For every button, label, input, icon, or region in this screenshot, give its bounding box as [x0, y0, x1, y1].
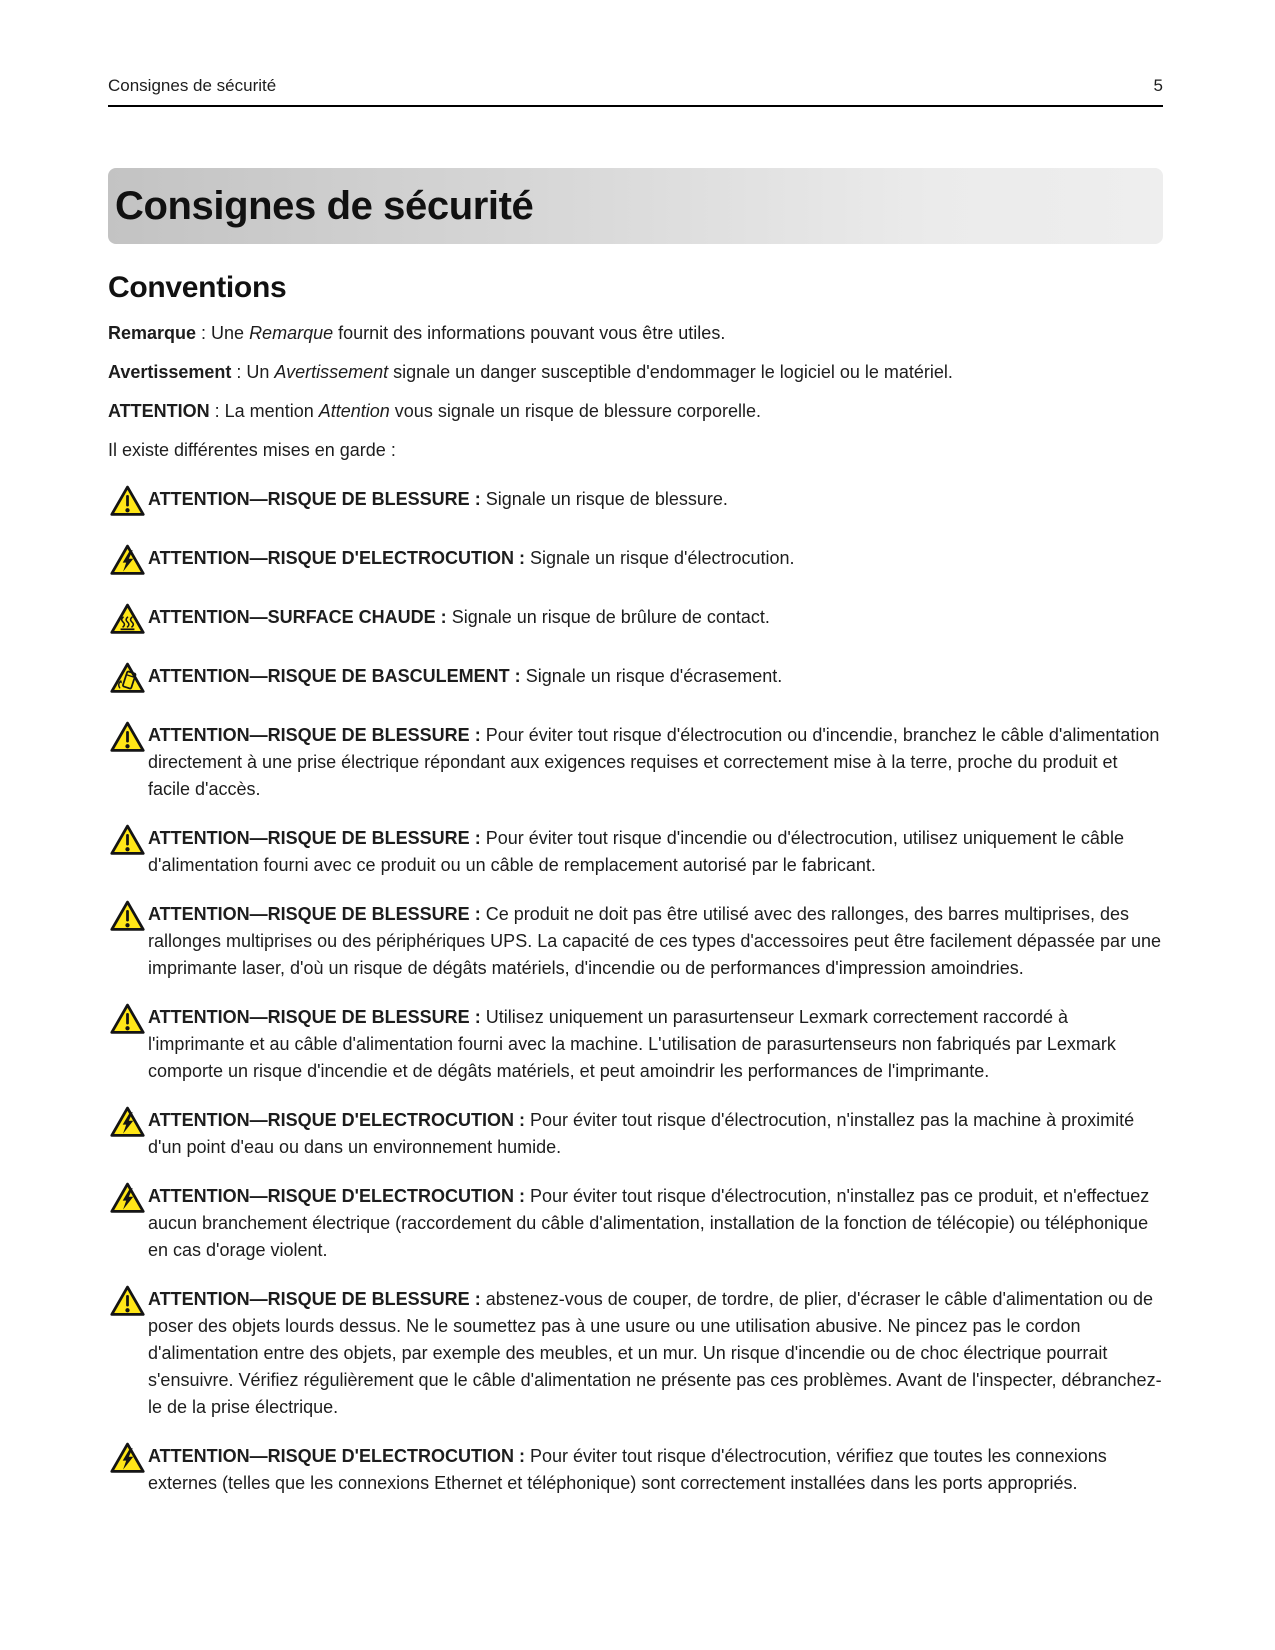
- warning-icon: [109, 1002, 146, 1036]
- convention-paragraph: [108, 359, 1163, 386]
- convention-text-post: fournit des informations pouvant vous être utiles.: [333, 323, 726, 343]
- page-number: 5: [1153, 76, 1163, 95]
- running-header: [108, 76, 1163, 107]
- warning-paragraph: [148, 1183, 1163, 1264]
- warning-label: ATTENTION—RISQUE D'ELECTROCUTION :: [148, 548, 525, 568]
- warning-item: [108, 545, 1163, 582]
- warning-paragraph: [148, 604, 1163, 631]
- warning-text: Signale un risque d'écrasement.: [525, 666, 783, 686]
- warning-label: ATTENTION—RISQUE D'ELECTROCUTION :: [148, 1186, 525, 1206]
- warning-item: [108, 1107, 1163, 1161]
- warning-types-intro: Il existe différentes mises en garde :: [108, 440, 396, 460]
- warning-label: ATTENTION—RISQUE DE BLESSURE :: [148, 725, 481, 745]
- electrical-icon: [109, 1105, 146, 1139]
- electrical-icon: [109, 1441, 146, 1475]
- conventions-list: [108, 320, 1163, 425]
- warning-paragraph: [148, 1004, 1163, 1085]
- warning-label: ATTENTION—RISQUE DE BLESSURE :: [148, 1007, 481, 1027]
- electrical-icon: [109, 1181, 146, 1215]
- warning-label: ATTENTION—SURFACE CHAUDE :: [148, 607, 447, 627]
- warning-text: Pour éviter tout risque d'électrocution, n'installez pas ce produit, et n'effectuez aucun branchement électrique (raccordement du câble d'alimentation, installation de la fonction de télécopie) ou téléphonique en cas d'orage violent.: [148, 1186, 1150, 1260]
- warning-text: Pour éviter tout risque d'électrocution, n'installez pas la machine à proximité d'un point d'eau ou dans un environnement humide.: [148, 1110, 1135, 1157]
- convention-italic-term: Remarque: [249, 323, 334, 343]
- convention-text-post: signale un danger susceptible d'endommager le logiciel ou le matériel.: [388, 362, 953, 382]
- warning-paragraph: [148, 1286, 1163, 1421]
- hot-surface-icon: [109, 602, 146, 636]
- warning-item: [108, 486, 1163, 523]
- chapter-title: Consignes de sécurité: [115, 183, 534, 228]
- warning-icon: [109, 823, 146, 857]
- warning-item: [108, 901, 1163, 982]
- warning-text: Signale un risque d'électrocution.: [529, 548, 795, 568]
- warning-label: ATTENTION—RISQUE D'ELECTROCUTION :: [148, 1110, 525, 1130]
- warning-icon: [109, 1284, 146, 1318]
- running-header-title: Consignes de sécurité: [108, 76, 277, 95]
- warning-paragraph: [148, 486, 1163, 513]
- warning-item: [108, 1443, 1163, 1497]
- warning-item: [108, 1004, 1163, 1085]
- warning-item: [108, 825, 1163, 879]
- warning-label: ATTENTION—RISQUE DE BASCULEMENT :: [148, 666, 521, 686]
- warning-label: ATTENTION—RISQUE D'ELECTROCUTION :: [148, 1446, 525, 1466]
- convention-text-pre: : Une: [196, 323, 250, 343]
- convention-term: ATTENTION: [108, 401, 210, 421]
- warning-icon: [109, 484, 146, 518]
- section-heading: Conventions: [108, 271, 287, 304]
- warning-paragraph: [148, 722, 1163, 803]
- warning-label: ATTENTION—RISQUE DE BLESSURE :: [148, 489, 481, 509]
- convention-text-post: vous signale un risque de blessure corporelle.: [389, 401, 762, 421]
- warning-text: Ce produit ne doit pas être utilisé avec des rallonges, des barres multiprises, des rallonges multiprises ou des périphériques UPS. La capacité de ces types d'accessoires peut être facilement dépassée par une imprimante laser, d'où un risque de dégâts matériels, d'incendie ou de performances d'impression amoindries.: [148, 904, 1162, 978]
- warning-text: Signale un risque de blessure.: [485, 489, 728, 509]
- warning-label: ATTENTION—RISQUE DE BLESSURE :: [148, 1289, 481, 1309]
- warning-text: Signale un risque de brûlure de contact.: [451, 607, 770, 627]
- convention-paragraph: [108, 320, 1163, 347]
- convention-term: Remarque: [108, 323, 197, 343]
- warning-paragraph: [148, 825, 1163, 879]
- convention-text-pre: : La mention: [209, 401, 319, 421]
- convention-term: Avertissement: [108, 362, 232, 382]
- tip-over-icon: [109, 661, 146, 695]
- convention-paragraph: [108, 398, 1163, 425]
- warning-text: Pour éviter tout risque d'électrocution, vérifiez que toutes les connexions externes (telles que les connexions Ethernet et téléphonique) sont correctement installées dans les ports appropriés.: [148, 1446, 1107, 1493]
- warning-paragraph: [148, 1107, 1163, 1161]
- warning-text: Utilisez uniquement un parasurtenseur Lexmark correctement raccordé à l'imprimante et au câble d'alimentation fourni avec la machine. L'utilisation de parasurtenseurs non fabriqués par Lexmark comporte un risque d'incendie et de dégâts matériels, et peut amoindrir les performances de l'imprimante.: [148, 1007, 1116, 1081]
- warning-text: abstenez-vous de couper, de tordre, de plier, d'écraser le câble d'alimentation ou de poser des objets lourds dessus. Ne le soumettez pas à une usure ou une utilisation abusive. Ne pincez pas le cordon d'alimentation entre des objets, par exemple des meubles, et un mur. Un risque d'incendie ou de choc électrique pourrait s'ensuivre. Vérifiez régulièrement que le câble d'alimentation ne présente pas ces problèmes. Avant de l'inspecter, débranchez-le de la prise électrique.: [148, 1289, 1162, 1417]
- warning-icon: [109, 899, 146, 933]
- convention-text-pre: : Un: [231, 362, 275, 382]
- warning-label: ATTENTION—RISQUE DE BLESSURE :: [148, 904, 481, 924]
- chapter-title-banner: [108, 168, 1163, 244]
- warning-paragraph: [148, 1443, 1163, 1497]
- electrical-icon: [109, 543, 146, 577]
- warning-icon: [109, 720, 146, 754]
- warning-item: [108, 663, 1163, 700]
- warnings-list: [108, 486, 1163, 1497]
- warning-paragraph: [148, 663, 1163, 690]
- warning-item: [108, 1286, 1163, 1421]
- warning-item: [108, 604, 1163, 641]
- warning-item: [108, 722, 1163, 803]
- convention-italic-term: Avertissement: [274, 362, 389, 382]
- warning-text: Pour éviter tout risque d'électrocution ou d'incendie, branchez le câble d'alimentation directement à une prise électrique répondant aux exigences requises et correctement mise à la terre, proche du produit et facile d'accès.: [148, 725, 1160, 799]
- convention-italic-term: Attention: [318, 401, 390, 421]
- warning-label: ATTENTION—RISQUE DE BLESSURE :: [148, 828, 481, 848]
- warning-item: [108, 1183, 1163, 1264]
- warning-text: Pour éviter tout risque d'incendie ou d'électrocution, utilisez uniquement le câble d'alimentation fourni avec ce produit ou un câble de remplacement autorisé par le fabricant.: [148, 828, 1124, 875]
- warning-paragraph: [148, 545, 1163, 572]
- warning-paragraph: [148, 901, 1163, 982]
